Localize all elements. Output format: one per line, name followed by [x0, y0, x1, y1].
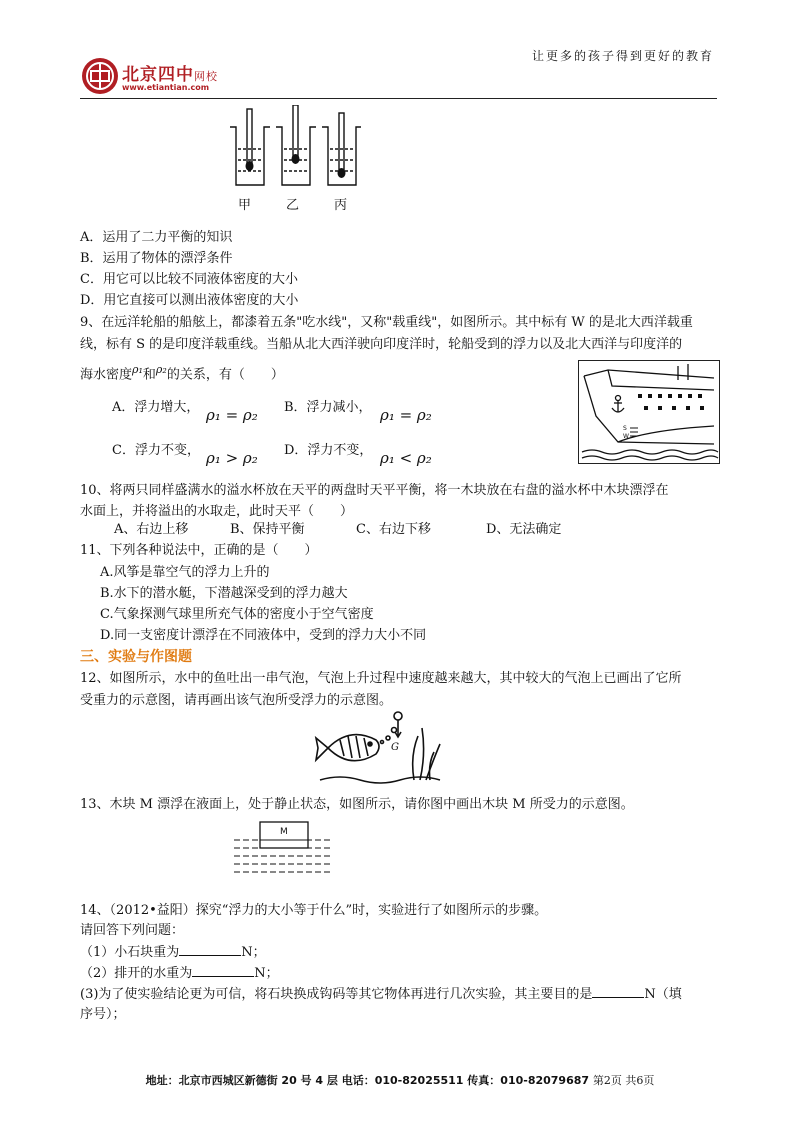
q9-relation-a: ρ₁ = ρ₂: [206, 406, 258, 424]
q14-sub3-cont: 序号）；: [80, 1007, 126, 1022]
block-label: M: [280, 827, 288, 837]
school-logo-icon: [80, 56, 120, 96]
q12-stem-line2: 受重力的示意图，请再画出该气泡所受浮力的示意图。: [80, 693, 393, 708]
q11-option-d: D.同一支密度计漂浮在不同液体中，受到的浮力大小不同: [100, 628, 427, 643]
q14-sub1: （1）小石块重为 N；: [80, 942, 266, 963]
q10-stem-line2: 水面上，并将溢出的水取走，此时天平（ ）: [80, 504, 354, 519]
q9-stem-line3: 海水密度$^{\rho_1}$和$^{\rho_2}$的关系，有（ ）: [80, 363, 284, 383]
floating-block-figure: [232, 818, 332, 878]
logo-name: 北京四中网校: [122, 65, 218, 85]
q14-stem-line2: 请回答下列问题：: [80, 923, 185, 938]
answer-blank-2[interactable]: [192, 963, 254, 977]
tube-label-3: 丙: [334, 198, 348, 213]
header-divider: [80, 98, 717, 99]
ship-mark-w: W: [623, 433, 629, 440]
logo-url: www.etiantian.com: [122, 83, 210, 92]
footer-page-number: 第2页 共6页: [592, 1074, 655, 1087]
q9-option-c: C．浮力不变，: [112, 443, 200, 458]
q11-option-a: A.风筝是靠空气的浮力上升的: [100, 565, 270, 580]
q14-sub3: (3)为了使实验结论更为可信，将石块换成钩码等其它物体再进行几次实验，其主要目的是 N（填: [80, 984, 682, 1005]
q10-option-b: B、保持平衡: [230, 522, 305, 537]
q9-stem-line2: 线，标有 S 的是印度洋载重线。当船从北大西洋驶向印度洋时，轮船受到的浮力以及北大西洋与印度洋的: [80, 337, 683, 352]
q8-option-b: B．运用了物体的漂浮条件: [80, 251, 233, 266]
q12-stem-line1: 12、如图所示，水中的鱼吐出一串气泡，气泡上升过程中速度越来越大，其中较大的气泡上已画出了它所: [80, 671, 682, 686]
tube-label-1: 甲: [238, 198, 252, 213]
ship-mark-s: S: [623, 425, 627, 432]
footer: [0, 1072, 800, 1088]
section-heading: 三、实验与作图题: [80, 649, 192, 665]
q9-option-b: B．浮力减小，: [284, 400, 372, 415]
q10-stem-line1: 10、将两只同样盛满水的溢水杯放在天平的两盘时天平平衡，将一木块放在右盘的溢水杯中木块漂浮在: [80, 483, 669, 498]
q9-relation-d: ρ₁ < ρ₂: [380, 449, 432, 467]
answer-blank-3[interactable]: [592, 984, 644, 998]
q8-option-c: C．用它可以比较不同液体密度的大小: [80, 272, 298, 287]
q10-option-a: A、右边上移: [114, 522, 189, 537]
header-slogan: 让更多的孩子得到更好的教育: [531, 49, 714, 63]
q9-relation-c: ρ₁ > ρ₂: [206, 449, 258, 467]
q14-stem-line1: 14、（2012•益阳）探究“浮力的大小等于什么”时，实验进行了如图所示的步骤。: [80, 903, 548, 918]
q11-stem: 11、下列各种说法中，正确的是（ ）: [80, 543, 318, 558]
q13-stem: 13、木块 M 漂浮在液面上，处于静止状态，如图所示，请你图中画出木块 M 所受力的示意图。: [80, 797, 634, 812]
q8-option-d: D．用它直接可以测出液体密度的大小: [80, 293, 299, 308]
footer-address: 地址：北京市西城区新德街 20 号 4 层 电话：010-82025511 传真：010-82079687: [145, 1074, 590, 1087]
tube-label-2: 乙: [286, 198, 300, 213]
q11-option-b: B.水下的潜水艇，下潜越深受到的浮力越大: [100, 586, 348, 601]
q9-relation-b: ρ₁ = ρ₂: [380, 406, 432, 424]
q9-stem-line1: 9、在远洋轮船的船舷上，都漆着五条"吃水线"，又称"载重线"，如图所示。其中标有 W 的是北大西洋载重: [80, 315, 693, 330]
q11-option-c: C.气象探测气球里所充气体的密度小于空气密度: [100, 607, 374, 622]
gravity-label: G: [391, 742, 399, 753]
answer-blank-1[interactable]: [179, 942, 241, 956]
q10-option-c: C、右边下移: [356, 522, 431, 537]
ship-load-line-figure: [578, 360, 720, 464]
q8-option-a: A．运用了二力平衡的知识: [80, 230, 233, 245]
q14-sub2: （2）排开的水重为 N；: [80, 963, 279, 984]
fish-bubbles-figure: [310, 708, 450, 788]
q9-option-a: A．浮力增大，: [112, 400, 200, 415]
q9-option-d: D．浮力不变，: [284, 443, 373, 458]
q10-option-d: D、无法确定: [486, 522, 562, 537]
